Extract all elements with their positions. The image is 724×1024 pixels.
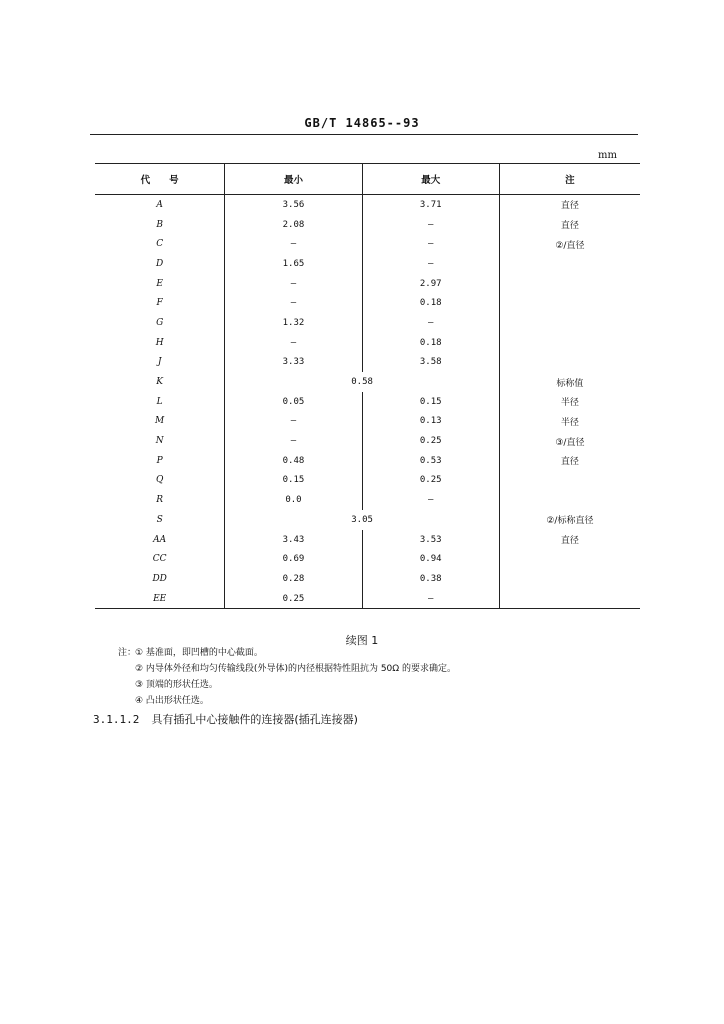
note-cell bbox=[499, 471, 640, 491]
note-cell bbox=[499, 254, 640, 274]
table-row bbox=[95, 274, 640, 294]
note-cell bbox=[499, 549, 640, 569]
max-cell: — bbox=[362, 234, 499, 254]
note-cell bbox=[499, 313, 640, 333]
min-cell: 3.43 bbox=[225, 530, 362, 550]
max-cell: 2.97 bbox=[362, 274, 499, 294]
code-cell: D bbox=[156, 258, 164, 269]
max-cell: 0.15 bbox=[362, 392, 499, 412]
table-row bbox=[95, 392, 640, 412]
code-cell: E bbox=[156, 278, 163, 289]
min-cell: 1.32 bbox=[225, 313, 362, 333]
min-cell: — bbox=[225, 431, 362, 451]
note-cell bbox=[499, 569, 640, 589]
note-cell: ②/直径 bbox=[499, 234, 640, 254]
header-note: 注 bbox=[499, 164, 640, 195]
min-cell: 0.28 bbox=[225, 569, 362, 589]
table-row bbox=[95, 510, 640, 530]
code-cell: C bbox=[156, 239, 164, 250]
table-row bbox=[95, 569, 640, 589]
table-row bbox=[95, 293, 640, 313]
code-cell: AA bbox=[153, 534, 167, 545]
note-cell: 半径 bbox=[499, 392, 640, 412]
min-cell: 0.48 bbox=[225, 451, 362, 471]
notes-block bbox=[118, 645, 456, 709]
max-cell: 3.71 bbox=[362, 195, 499, 215]
header-max: 最大 bbox=[362, 164, 499, 195]
max-cell: 3.53 bbox=[362, 530, 499, 550]
min-cell: 0.69 bbox=[225, 549, 362, 569]
table-row bbox=[95, 412, 640, 432]
code-cell: R bbox=[156, 495, 164, 506]
code-cell: S bbox=[156, 514, 163, 525]
table-row bbox=[95, 234, 640, 254]
max-cell: — bbox=[362, 215, 499, 235]
table-row bbox=[95, 589, 640, 609]
note-cell: 直径 bbox=[499, 530, 640, 550]
note-text: ④ 凸出形状任选。 bbox=[135, 696, 209, 706]
max-cell: 0.18 bbox=[362, 333, 499, 353]
section-title: 具有插孔中心接触件的连接器(插孔连接器) bbox=[151, 713, 358, 726]
max-cell: 0.25 bbox=[362, 431, 499, 451]
note-cell bbox=[499, 274, 640, 294]
note-text: ② 内导体外径和均匀传输线段(外导体)的内径根据特性阻抗为 50Ω 的要求确定。 bbox=[135, 664, 457, 674]
code-cell: K bbox=[156, 377, 164, 388]
header-min: 最小 bbox=[225, 164, 362, 195]
max-cell: 0.94 bbox=[362, 549, 499, 569]
max-cell: 3.58 bbox=[362, 353, 499, 373]
code-cell: B bbox=[156, 219, 163, 230]
max-cell: — bbox=[362, 490, 499, 510]
note-item bbox=[118, 661, 456, 677]
table-row bbox=[95, 372, 640, 392]
max-cell: — bbox=[362, 589, 499, 609]
note-cell bbox=[499, 353, 640, 373]
table-row bbox=[95, 254, 640, 274]
merged-value-cell: 0.58 bbox=[225, 372, 500, 392]
max-cell: 0.25 bbox=[362, 471, 499, 491]
table-row bbox=[95, 451, 640, 471]
note-item bbox=[118, 693, 456, 709]
code-cell: P bbox=[156, 455, 163, 466]
table-row bbox=[95, 530, 640, 550]
note-text: ③ 顶端的形状任选。 bbox=[135, 680, 218, 690]
min-cell: — bbox=[225, 234, 362, 254]
note-cell bbox=[499, 490, 640, 510]
code-cell: CC bbox=[152, 554, 167, 565]
max-cell: 0.18 bbox=[362, 293, 499, 313]
table-row bbox=[95, 490, 640, 510]
min-cell: 0.0 bbox=[225, 490, 362, 510]
min-cell: 0.25 bbox=[225, 589, 362, 609]
table-row bbox=[95, 195, 640, 215]
code-cell: A bbox=[156, 199, 163, 210]
note-cell: 直径 bbox=[499, 215, 640, 235]
note-cell: ③/直径 bbox=[499, 431, 640, 451]
min-cell: 3.56 bbox=[225, 195, 362, 215]
table-row bbox=[95, 215, 640, 235]
section-number: 3.1.1.2 bbox=[93, 713, 140, 726]
code-cell: L bbox=[156, 396, 163, 407]
table-row bbox=[95, 313, 640, 333]
note-cell: ②/标称直径 bbox=[499, 510, 640, 530]
max-cell: 0.38 bbox=[362, 569, 499, 589]
note-item bbox=[118, 677, 456, 693]
max-cell: — bbox=[362, 313, 499, 333]
table-row bbox=[95, 333, 640, 353]
min-cell: 0.05 bbox=[225, 392, 362, 412]
code-cell: G bbox=[156, 317, 164, 328]
code-cell: H bbox=[155, 337, 164, 348]
note-item bbox=[118, 645, 456, 661]
max-cell: — bbox=[362, 254, 499, 274]
table-row bbox=[95, 353, 640, 373]
code-cell: F bbox=[156, 298, 163, 309]
note-text: ① 基准面，即凹槽的中心截面。 bbox=[135, 648, 263, 658]
table-row bbox=[95, 431, 640, 451]
header-rule bbox=[90, 134, 638, 135]
note-cell bbox=[499, 293, 640, 313]
min-cell: — bbox=[225, 333, 362, 353]
notes-label: 注： bbox=[118, 648, 137, 658]
note-cell: 直径 bbox=[499, 451, 640, 471]
table-row bbox=[95, 549, 640, 569]
max-cell: 0.53 bbox=[362, 451, 499, 471]
note-cell bbox=[499, 589, 640, 609]
document-header: GB/T 14865--93 bbox=[304, 116, 420, 130]
table-header-row bbox=[95, 164, 640, 195]
note-cell: 直径 bbox=[499, 195, 640, 215]
code-cell: M bbox=[155, 416, 165, 427]
code-cell: N bbox=[155, 436, 164, 447]
min-cell: – bbox=[225, 412, 362, 432]
max-cell: 0.13 bbox=[362, 412, 499, 432]
merged-value-cell: 3.05 bbox=[225, 510, 500, 530]
note-cell: 标称值 bbox=[499, 372, 640, 392]
min-cell: 1.65 bbox=[225, 254, 362, 274]
header-code: 代 号 bbox=[95, 164, 225, 195]
unit-label: mm bbox=[598, 150, 617, 161]
min-cell: — bbox=[225, 293, 362, 313]
note-cell: 半径 bbox=[499, 412, 640, 432]
min-cell: 2.08 bbox=[225, 215, 362, 235]
min-cell: — bbox=[225, 274, 362, 294]
code-cell: J bbox=[157, 357, 162, 368]
min-cell: 0.15 bbox=[225, 471, 362, 491]
code-cell: Q bbox=[155, 475, 164, 486]
code-cell: DD bbox=[152, 573, 167, 584]
min-cell: 3.33 bbox=[225, 353, 362, 373]
code-cell: EE bbox=[95, 589, 225, 609]
dimension-table bbox=[95, 163, 640, 609]
table-row bbox=[95, 471, 640, 491]
note-cell bbox=[499, 333, 640, 353]
figure-caption: 续图 1 bbox=[345, 634, 379, 647]
section-heading bbox=[93, 711, 358, 727]
